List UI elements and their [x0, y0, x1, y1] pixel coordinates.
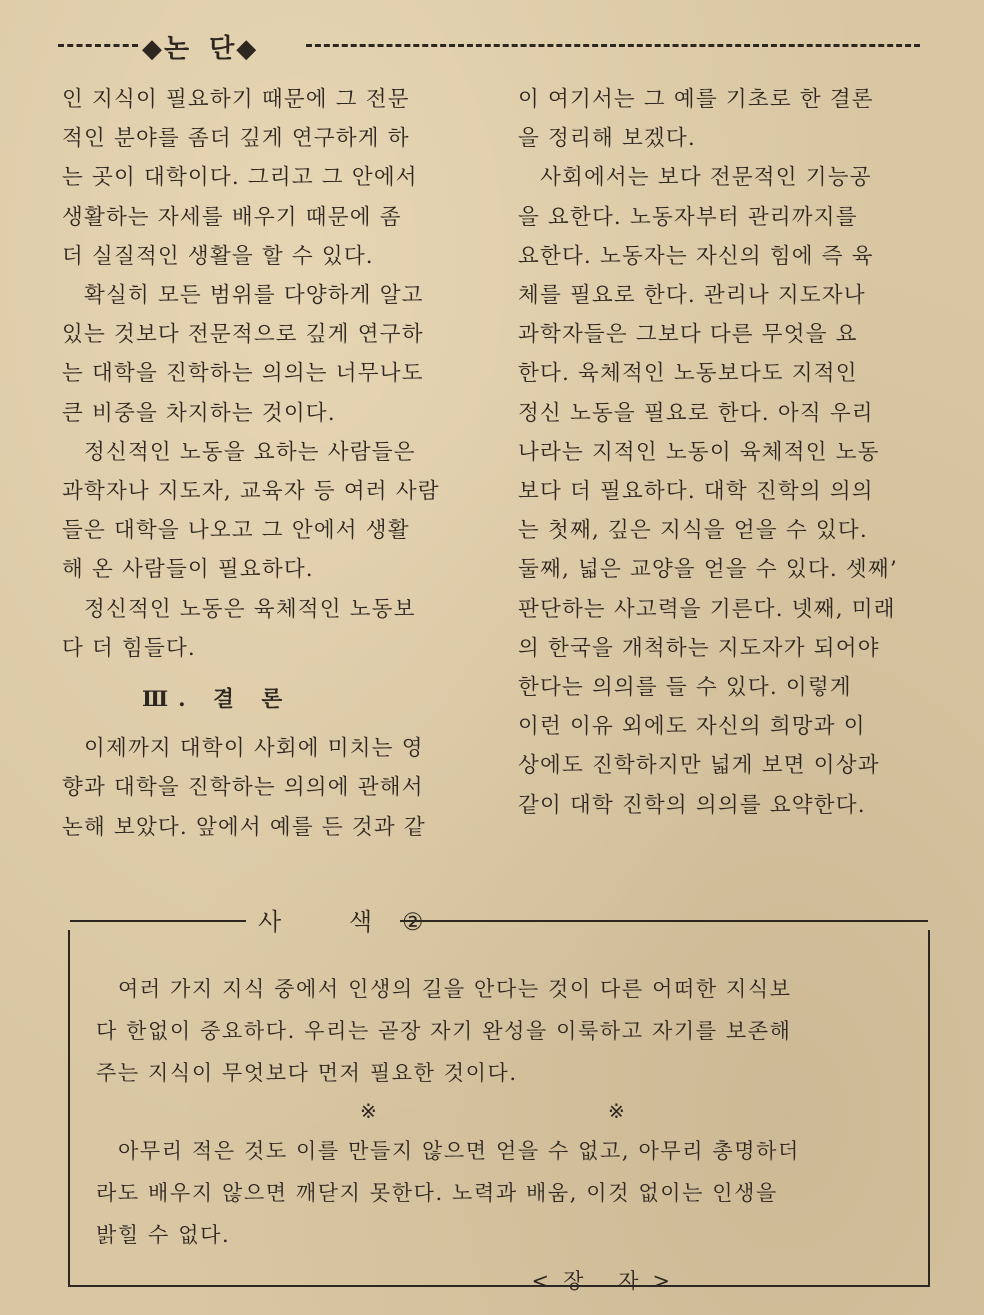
text-line: 을 요한다. 노동자부터 관리까지를	[518, 204, 858, 230]
quote-box-number: ②	[402, 908, 424, 936]
box-rule-left	[70, 920, 246, 922]
text-line: 요한다. 노동자는 자신의 힘에 즉 육	[518, 243, 874, 269]
quote-box-title-text: 사 색	[258, 908, 402, 936]
text-line: 더 실질적인 생활을 할 수 있다.	[62, 243, 374, 269]
paragraph	[62, 590, 474, 668]
text-line: 큰 비중을 차지하는 것이다.	[62, 400, 336, 426]
paragraph	[62, 729, 474, 847]
text-line: 정신적인 노동을 요하는 사람들은	[84, 439, 416, 465]
text-line: 을 정리해 보겠다.	[518, 126, 696, 152]
text-line: 는 첫째, 깊은 지식을 얻을 수 있다.	[518, 518, 868, 544]
left-column	[62, 80, 474, 847]
text-line: 는 대학을 진학하는 의의는 너무나도	[62, 361, 424, 387]
text-line: 정신 노동을 필요로 한다. 아직 우리	[518, 400, 874, 426]
paragraph	[62, 433, 474, 590]
quote-line: 아무리 적은 것도 이를 만들지 않으면 얻을 수 없고, 아무리 총명하더	[118, 1139, 800, 1163]
text-line: 해 온 사람들이 필요하다.	[62, 557, 314, 583]
paragraph	[518, 80, 930, 158]
text-line: 향과 대학을 진학하는 의의에 관해서	[62, 775, 424, 801]
reference-mark-icon: ※	[360, 1099, 379, 1123]
quote-line: 다 한없이 중요하다. 우리는 곧장 자기 완성을 이룩하고 자기를 보존해	[96, 1019, 792, 1043]
header-rule-right	[306, 44, 920, 47]
text-line: 이 여기서는 그 예를 기초로 한 결론	[518, 87, 874, 112]
text-line: 과학자들은 그보다 다른 무엇을 요	[518, 322, 858, 348]
text-line: 한다는 의의를 들 수 있다. 이렇게	[518, 675, 852, 701]
right-column	[518, 80, 930, 825]
text-line: 과학자나 지도자, 교육자 등 여러 사람	[62, 479, 440, 505]
text-line: 들은 대학을 나오고 그 안에서 생활	[62, 518, 410, 544]
section-heading-conclusion: Ⅲ. 결 론	[142, 687, 293, 713]
diamond-icon: ◆	[142, 34, 164, 64]
quote-line: 밝힐 수 없다.	[96, 1223, 231, 1247]
text-line: 는 곳이 대학이다. 그리고 그 안에서	[62, 165, 418, 191]
paragraph	[518, 158, 930, 824]
text-line: 다 더 힘들다.	[62, 635, 196, 661]
text-line: 보다 더 필요하다. 대학 진학의 의의	[518, 479, 874, 505]
section-header	[58, 28, 920, 62]
text-line: 정신적인 노동은 육체적인 노동보	[84, 596, 416, 622]
text-line: 인 지식이 필요하기 때문에 그 전문	[62, 87, 410, 112]
text-line: 이제까지 대학이 사회에 미치는 영	[84, 736, 424, 762]
quote-box-body	[96, 968, 902, 1302]
text-line: 둘째, 넓은 교양을 얻을 수 있다. 셋째’	[518, 557, 898, 583]
diamond-icon: ◆	[236, 34, 259, 64]
text-line: 상에도 진학하지만 넓게 보면 이상과	[518, 753, 880, 779]
text-line: 나라는 지적인 노동이 육체적인 노동	[518, 439, 880, 465]
text-line: 한다. 육체적인 노동보다도 지적인	[518, 361, 858, 387]
text-line: 논해 보았다. 앞에서 예를 든 것과 같	[62, 814, 426, 840]
quote-line: 여러 가지 지식 중에서 인생의 길을 안다는 것이 다른 어떠한 지식보	[118, 977, 792, 1001]
quote-attribution: <장 자>	[531, 1269, 684, 1293]
section-title	[142, 28, 258, 65]
reference-mark-icon: ※	[608, 1099, 627, 1123]
box-rule-right	[400, 920, 928, 922]
text-line: 적인 분야를 좀더 깊게 연구하게 하	[62, 126, 410, 152]
paragraph	[62, 276, 474, 433]
separator-marks	[96, 1094, 902, 1130]
text-line: 같이 대학 진학의 의의를 요약한다.	[518, 792, 866, 818]
quote-line: 라도 배우지 않으면 깨닫지 못한다. 노력과 배움, 이것 없이는 인생을	[96, 1181, 778, 1205]
text-line: 체를 필요로 한다. 관리나 지도자나	[518, 283, 866, 309]
text-line: 확실히 모든 범위를 다양하게 알고	[84, 283, 424, 309]
text-line: 의 한국을 개척하는 지도자가 되어야	[518, 635, 880, 661]
section-title-part-1: 논	[164, 34, 192, 64]
header-rule-left	[58, 44, 138, 47]
text-line: 생활하는 자세를 배우기 때문에 좀	[62, 204, 402, 230]
text-line: 판단하는 사고력을 기른다. 넷째, 미래	[518, 596, 896, 622]
text-line: 사회에서는 보다 전문적인 기능공	[540, 165, 872, 191]
text-line: 있는 것보다 전문적으로 깊게 연구하	[62, 322, 424, 348]
quote-line: 주는 지식이 무엇보다 먼저 필요한 것이다.	[96, 1061, 518, 1085]
text-line: 이런 이유 외에도 자신의 희망과 이	[518, 714, 866, 740]
section-title-part-2: 단	[209, 34, 237, 64]
paragraph	[62, 80, 474, 276]
